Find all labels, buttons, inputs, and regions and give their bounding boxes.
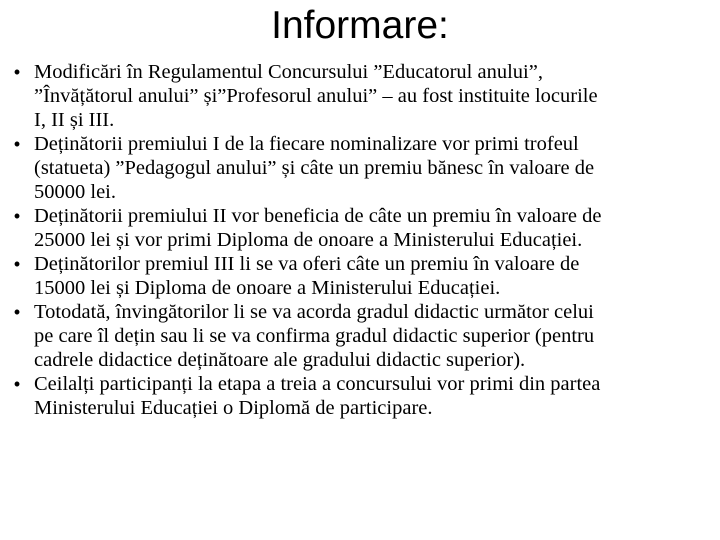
bullet-icon: •: [13, 374, 21, 394]
bullet-icon: •: [13, 254, 21, 274]
bullet-item: [10, 204, 710, 252]
bullet-item: [10, 252, 710, 300]
bullet-item: [10, 60, 710, 132]
bullet-line: pe care îl dețin sau li se va confirma gradul didactic superior (pentru: [34, 325, 595, 347]
bullet-item: [10, 372, 710, 420]
bullet-icon: •: [13, 62, 21, 82]
bullet-line: Modificări în Regulamentul Concursului ”Educatorul anului”,: [34, 61, 543, 83]
bullet-line: I, II și III.: [34, 109, 115, 131]
bullet-list: [10, 60, 710, 420]
bullet-line: ”Învățătorul anului” și”Profesorul anului” – au fost instituite locurile: [34, 85, 598, 107]
bullet-item: [10, 132, 710, 204]
bullet-item: [10, 300, 710, 372]
bullet-text: [34, 300, 710, 372]
bullet-text: [34, 60, 710, 132]
bullet-icon: •: [13, 134, 21, 154]
bullet-text: [34, 132, 710, 204]
bullet-line: cadrele didactice deținătoare ale gradului didactic superior).: [34, 349, 526, 371]
bullet-text: [34, 204, 710, 252]
bullet-line: 50000 lei.: [34, 181, 116, 203]
bullet-line: Ministerului Educației o Diplomă de participare.: [34, 397, 433, 419]
bullet-text: [34, 252, 710, 300]
slide-title: Informare:: [271, 4, 449, 47]
bullet-line: Deținătorii premiului II vor beneficia de câte un premiu în valoare de: [34, 205, 602, 227]
bullet-text: [34, 372, 710, 420]
bullet-line: Deținătorii premiului I de la fiecare nominalizare vor primi trofeul: [34, 133, 579, 155]
bullet-line: Totodată, învingătorilor li se va acorda gradul didactic următor celui: [34, 301, 594, 323]
bullet-icon: •: [13, 302, 21, 322]
bullet-line: 15000 lei și Diploma de onoare a Ministerului Educației.: [34, 277, 501, 299]
bullet-line: (statueta) ”Pedagogul anului” și câte un premiu bănesc în valoare de: [34, 157, 595, 179]
bullet-icon: •: [13, 206, 21, 226]
bullet-line: 25000 lei și vor primi Diploma de onoare a Ministerului Educației.: [34, 229, 583, 251]
bullet-line: Ceilalți participanți la etapa a treia a concursului vor primi din partea: [34, 373, 601, 395]
bullet-line: Deținătorilor premiul III li se va oferi câte un premiu în valoare de: [34, 253, 580, 275]
